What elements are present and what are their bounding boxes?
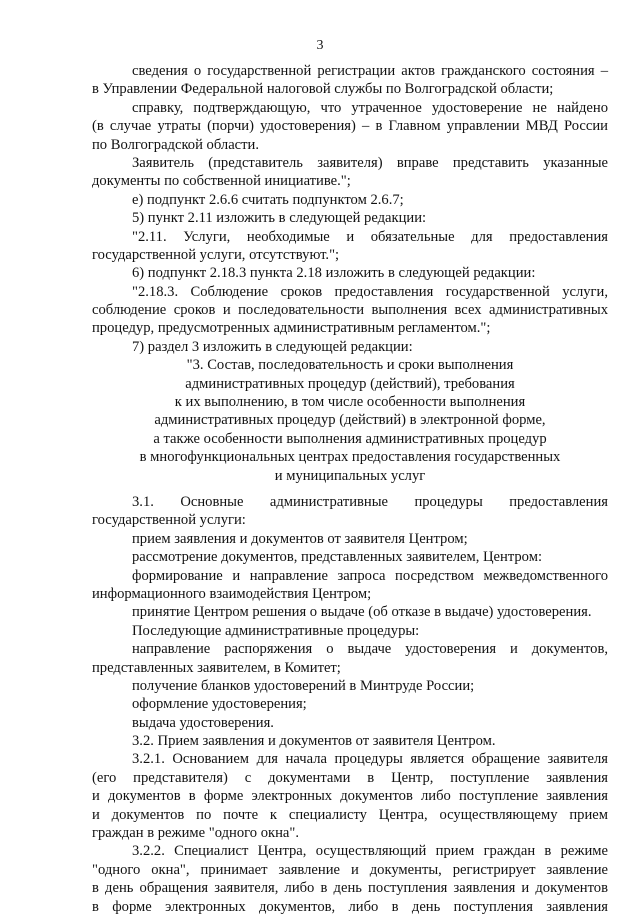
- text-line: по Волгоградской области.: [92, 136, 259, 153]
- section-heading-line: в многофункциональных центрах предоставления государственных: [139, 449, 561, 466]
- section-heading-line: и муниципальных услуг: [274, 467, 426, 484]
- text-line: соблюдение сроков и последовательности выполнения всех административных: [92, 302, 608, 319]
- text-line: е) подпункт 2.6.6 считать подпунктом 2.6.7;: [132, 191, 404, 208]
- text-line: граждан в режиме "одного окна".: [92, 825, 299, 842]
- text-line: формирование и направление запроса посредством межведомственного: [132, 567, 608, 584]
- text-line: и документов в форме электронных документов либо поступление заявления: [92, 788, 608, 805]
- text-line: 3.2.1. Основанием для начала процедуры является обращение заявителя: [132, 751, 608, 768]
- section-heading-line: административных процедур (действий), требования: [185, 375, 515, 392]
- text-line: в форме электронных документов, либо в день поступления заявления: [92, 898, 608, 915]
- text-line: Последующие административные процедуры:: [132, 622, 420, 639]
- text-line: и документов по почте к специалисту Центра, осуществляющему прием: [92, 806, 608, 823]
- text-line: 3.1. Основные административные процедуры предоставления: [132, 493, 608, 510]
- text-line: выдача удостоверения.: [132, 714, 274, 731]
- text-line: Заявитель (представитель заявителя) вправе представить указанные: [132, 154, 608, 171]
- text-line: в день обращения заявителя, либо в день поступления заявления и документов: [92, 880, 608, 897]
- text-line: прием заявления и документов от заявителя Центром;: [132, 530, 468, 547]
- text-line: рассмотрение документов, представленных заявителем, Центром:: [132, 549, 542, 566]
- document-body: [92, 62, 608, 916]
- text-line: (его представителя) с документами в Центр, поступление заявления: [92, 769, 608, 786]
- page-number: 3: [316, 38, 324, 53]
- text-line: 5) пункт 2.11 изложить в следующей редакции:: [132, 210, 427, 227]
- text-line: государственной услуги:: [92, 512, 246, 529]
- text-line: 3.2.2. Специалист Центра, осуществляющий прием граждан в режиме: [132, 843, 608, 860]
- text-line: "2.11. Услуги, необходимые и обязательные для предоставления: [132, 228, 608, 245]
- text-line: сведения о государственной регистрации актов гражданского состояния –: [132, 63, 608, 79]
- text-line: процедур, предусмотренных административным регламентом.";: [92, 320, 491, 337]
- heading-spacer: [92, 485, 608, 493]
- section-heading-line: административных процедур (действий) в электронной форме,: [154, 412, 546, 429]
- text-line: оформление удостоверения;: [132, 696, 307, 713]
- section-heading-line: к их выполнению, в том числе особенности выполнения: [174, 394, 526, 411]
- text-line: получение бланков удостоверений в Минтруде России;: [132, 677, 475, 694]
- text-line: "одного окна", принимает заявление и документы, регистрирует заявление: [92, 861, 608, 878]
- text-line: представленных заявителем, в Комитет;: [92, 659, 341, 676]
- text-line: документы по собственной инициативе.";: [92, 173, 351, 190]
- text-line: 7) раздел 3 изложить в следующей редакции:: [132, 338, 413, 355]
- text-line: (в случае утраты (порчи) удостоверения) – в Главном управлении МВД России: [92, 118, 608, 135]
- text-line: в Управлении Федеральной налоговой службы по Волгоградской области;: [92, 81, 554, 98]
- section-heading-line: "3. Состав, последовательность и сроки выполнения: [186, 357, 514, 374]
- text-line: 6) подпункт 2.18.3 пункта 2.18 изложить в следующей редакции:: [132, 265, 536, 282]
- text-line: 3.2. Прием заявления и документов от заявителя Центром.: [132, 733, 496, 750]
- text-line: "2.18.3. Соблюдение сроков предоставления государственной услуги,: [132, 283, 608, 300]
- text-line: государственной услуги, отсутствуют.";: [92, 246, 340, 263]
- text-line: информационного взаимодействия Центром;: [92, 585, 372, 602]
- text-line: принятие Центром решения о выдаче (об отказе в выдаче) удостоверения.: [132, 604, 592, 621]
- section-heading-line: а также особенности выполнения административных процедур: [153, 430, 547, 447]
- text-line: справку, подтверждающую, что утраченное удостоверение не найдено: [132, 99, 608, 116]
- text-line: направление распоряжения о выдаче удостоверения и документов,: [132, 641, 608, 658]
